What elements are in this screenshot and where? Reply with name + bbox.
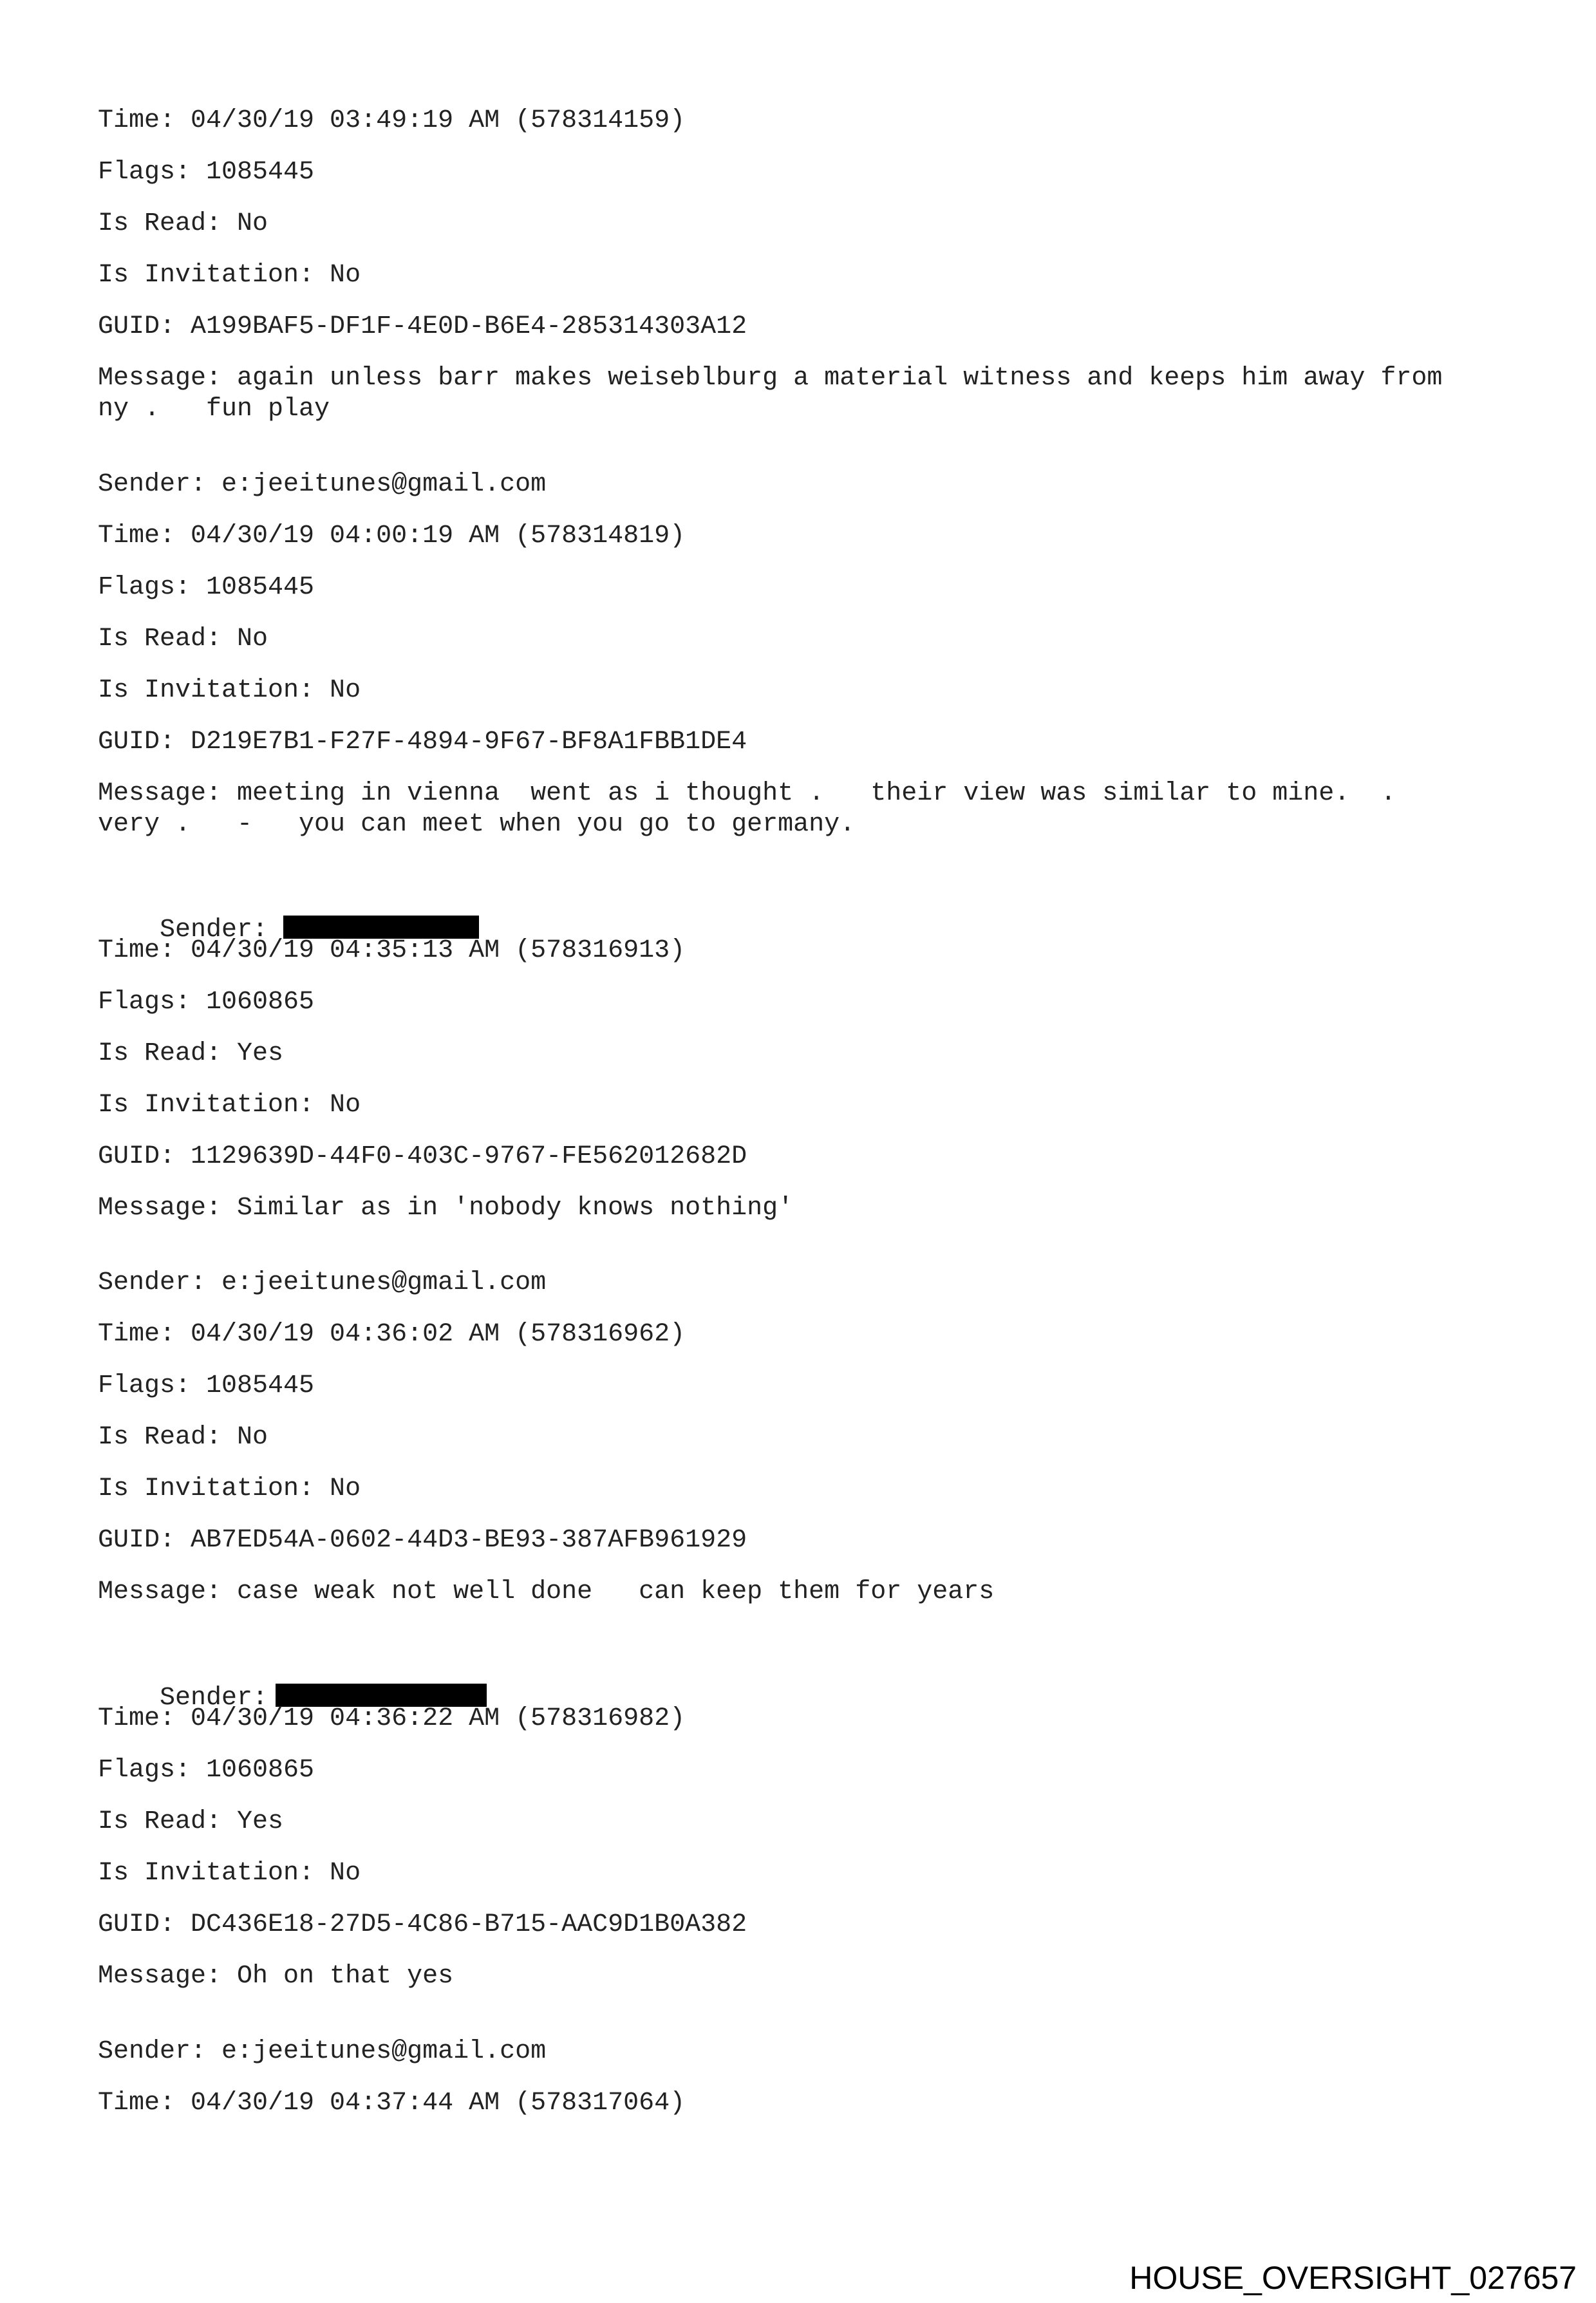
record-guid: GUID: DC436E18-27D5-4C86-B715-AAC9D1B0A382	[98, 1910, 747, 1939]
record-guid: GUID: A199BAF5-DF1F-4E0D-B6E4-285314303A12	[98, 312, 747, 341]
record-message-continued: ny . fun play	[98, 395, 330, 424]
record-time: Time: 04/30/19 04:37:44 AM (578317064)	[98, 2089, 686, 2118]
record-is-read: Is Read: No	[98, 209, 268, 238]
record-flags: Flags: 1060865	[98, 1756, 315, 1785]
record-message: Message: case weak not well done can keep them for years	[98, 1577, 995, 1606]
record-flags: Flags: 1060865	[98, 988, 315, 1017]
record-message: Message: Oh on that yes	[98, 1962, 454, 1991]
record-sender: Sender: e:jeeitunes@gmail.com	[98, 470, 547, 499]
bates-number: HOUSE_OVERSIGHT_027657	[1129, 2260, 1577, 2296]
record-message-continued: very . - you can meet when you go to germany.	[98, 810, 856, 839]
record-flags: Flags: 1085445	[98, 573, 315, 602]
record-guid: GUID: D219E7B1-F27F-4894-9F67-BF8A1FBB1DE4	[98, 728, 747, 757]
record-guid: GUID: 1129639D-44F0-403C-9767-FE562012682D	[98, 1142, 747, 1171]
record-time: Time: 04/30/19 04:35:13 AM (578316913)	[98, 936, 686, 965]
record-is-invitation: Is Invitation: No	[98, 1859, 361, 1888]
record-is-invitation: Is Invitation: No	[98, 676, 361, 705]
record-time: Time: 04/30/19 04:00:19 AM (578314819)	[98, 522, 686, 550]
record-message: Message: Similar as in 'nobody knows nothing'	[98, 1194, 794, 1223]
record-is-read: Is Read: Yes	[98, 1807, 284, 1836]
record-is-invitation: Is Invitation: No	[98, 1091, 361, 1120]
record-is-read: Is Read: No	[98, 625, 268, 653]
sender-label: Sender:	[160, 916, 268, 945]
record-is-read: Is Read: No	[98, 1423, 268, 1452]
record-message: Message: meeting in vienna went as i thought . their view was similar to mine. .	[98, 779, 1396, 808]
record-sender: Sender: e:jeeitunes@gmail.com	[98, 2037, 547, 2066]
record-time: Time: 04/30/19 04:36:02 AM (578316962)	[98, 1320, 686, 1349]
record-time: Time: 04/30/19 03:49:19 AM (578314159)	[98, 106, 686, 135]
record-is-invitation: Is Invitation: No	[98, 261, 361, 290]
record-time: Time: 04/30/19 04:36:22 AM (578316982)	[98, 1704, 686, 1733]
sender-label: Sender:	[160, 1684, 268, 1713]
record-message: Message: again unless barr makes weiseblburg a material witness and keeps him away from	[98, 364, 1443, 393]
record-sender: Sender: e:jeeitunes@gmail.com	[98, 1268, 547, 1297]
record-flags: Flags: 1085445	[98, 158, 315, 187]
record-is-read: Is Read: Yes	[98, 1039, 284, 1068]
record-is-invitation: Is Invitation: No	[98, 1474, 361, 1503]
record-flags: Flags: 1085445	[98, 1371, 315, 1400]
record-guid: GUID: AB7ED54A-0602-44D3-BE93-387AFB961929	[98, 1526, 747, 1555]
